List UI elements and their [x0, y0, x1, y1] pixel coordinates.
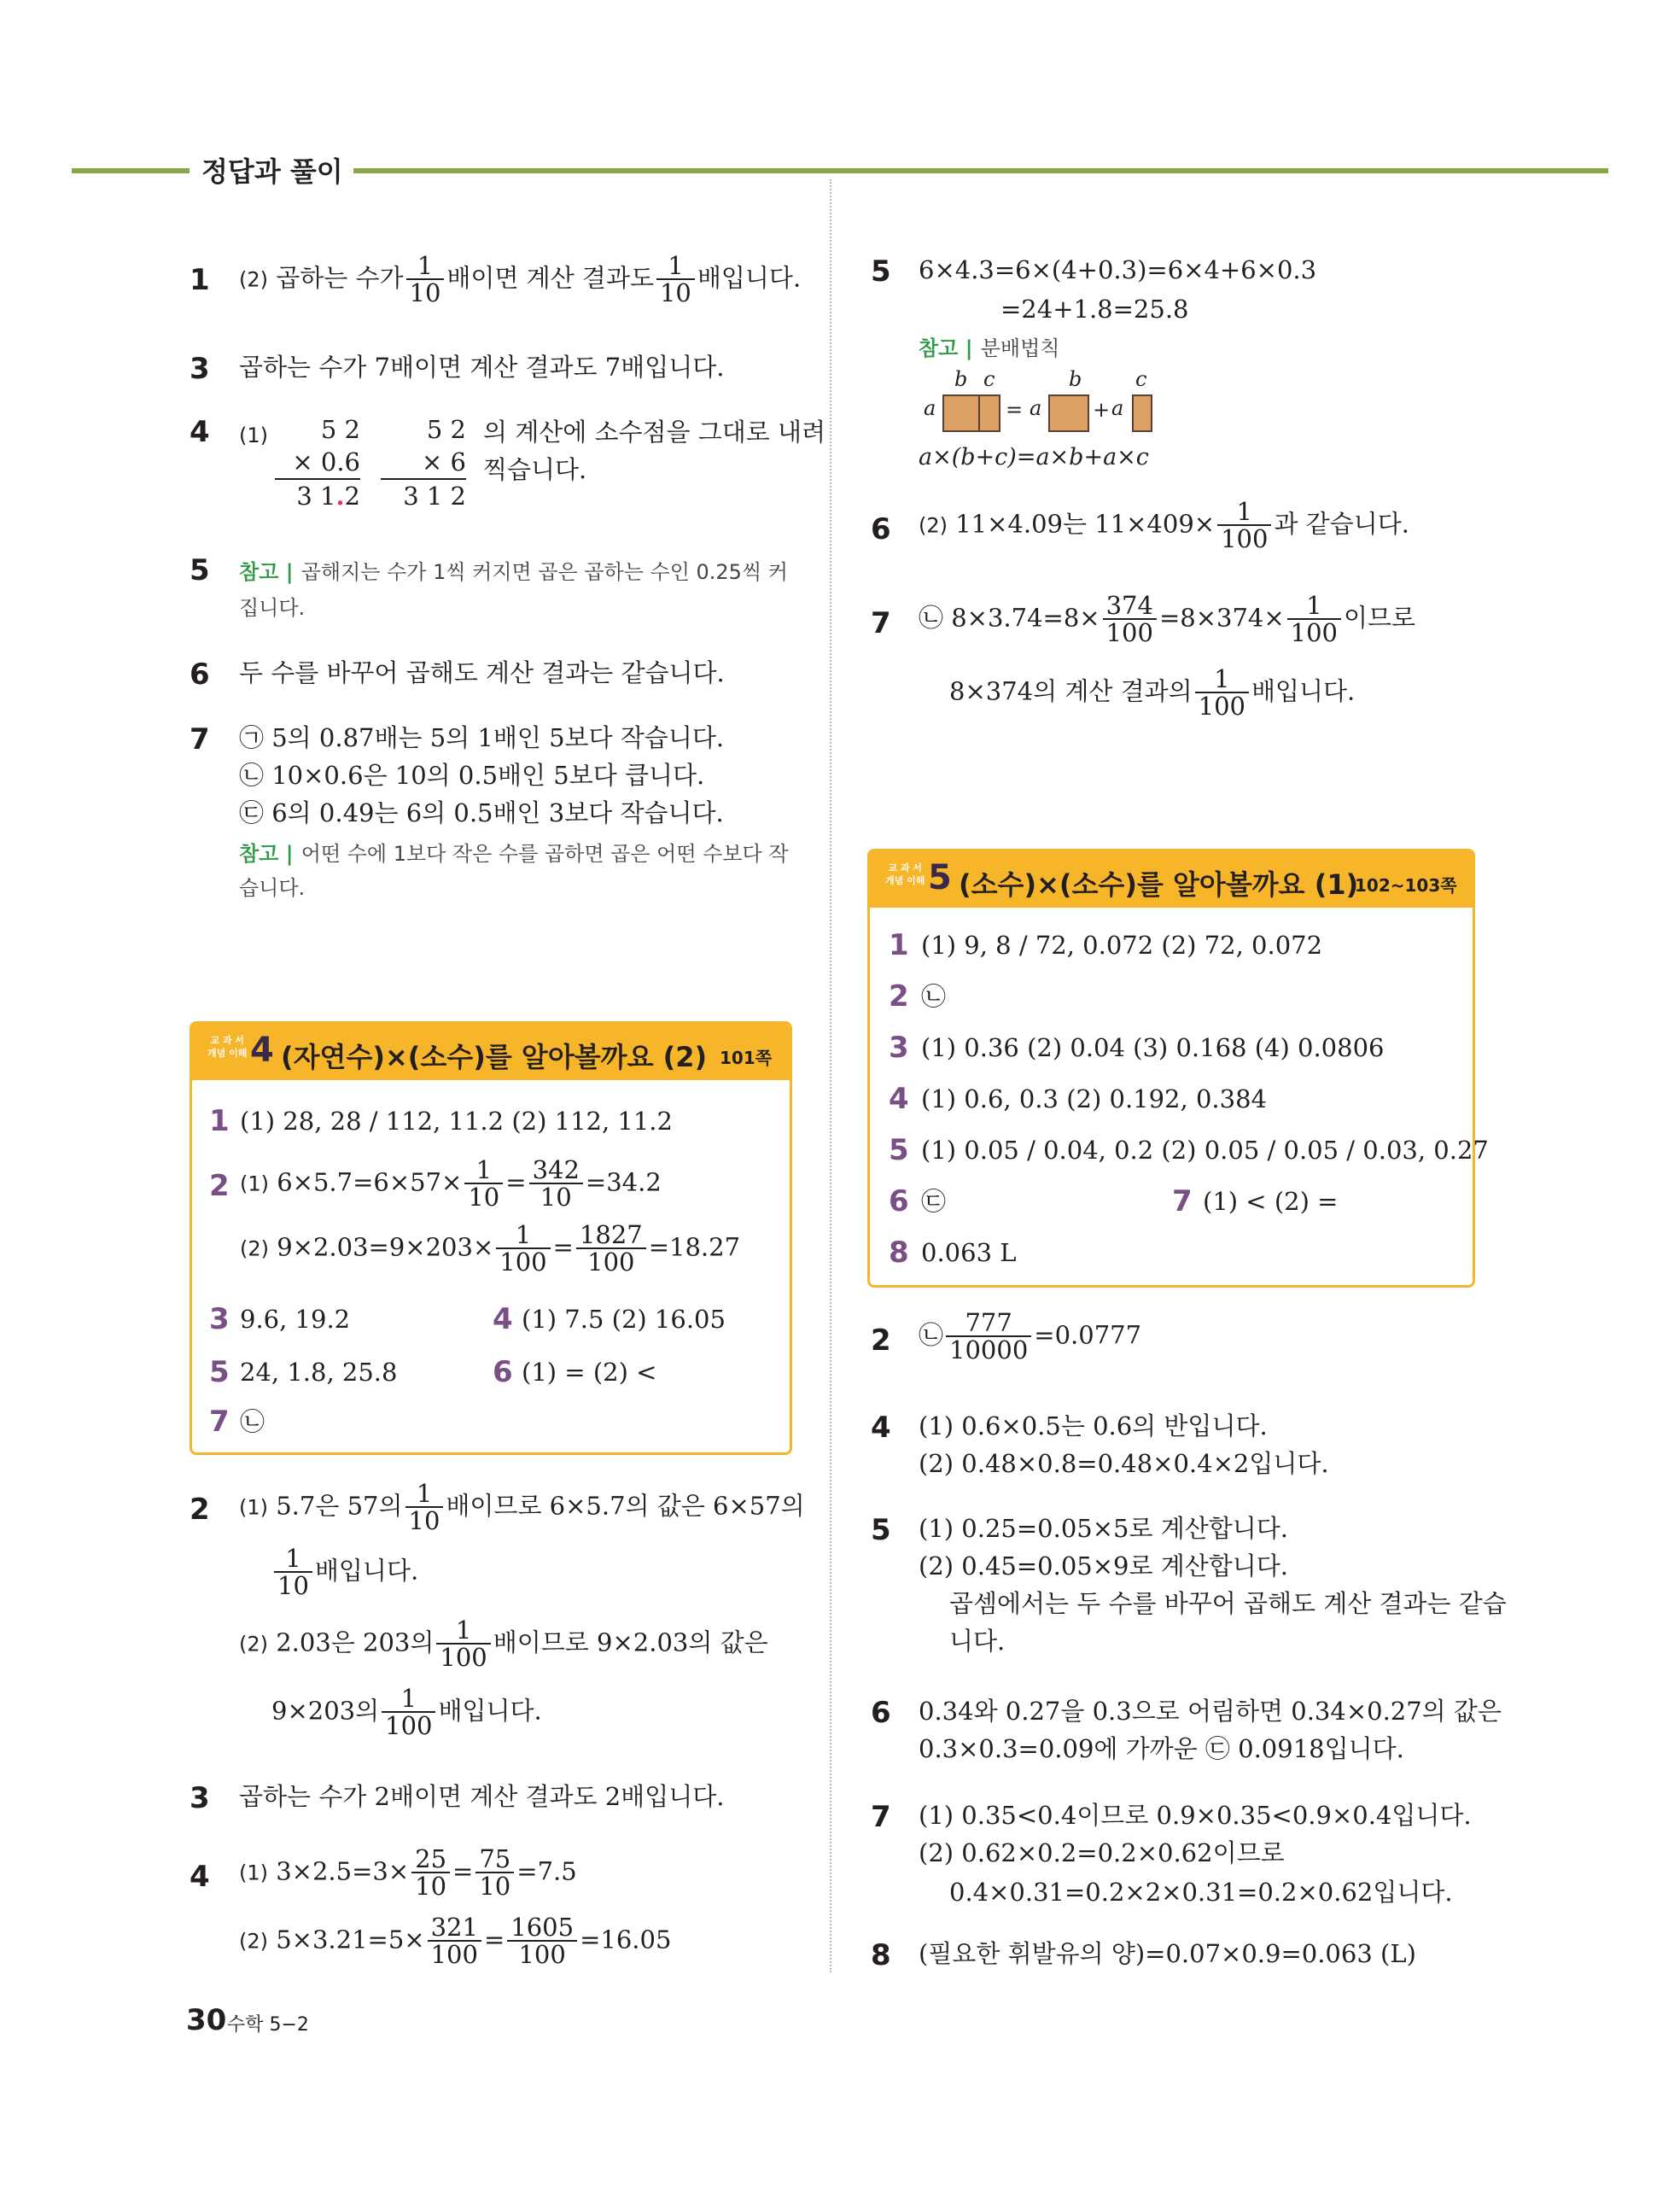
box-item-number: 5 — [889, 1133, 909, 1167]
answer-line: (2) 11×4.09는 11×409× $\frac{1}{100}$ 과 같습니다. — [919, 497, 1409, 554]
answer-line: 곱하는 수가 2배이면 계산 결과도 2배입니다. — [239, 1782, 725, 1811]
box-item-answer: ㉡ — [921, 982, 947, 1011]
vertical-multiplication-b: 5 2 × 6 3 1 2 — [381, 413, 466, 512]
answer-line: (1) 0.35<0.4이므로 0.9×0.35<0.9×0.4입니다. — [919, 1801, 1472, 1830]
answer-line: (1) 0.25=0.05×5로 계산합니다. — [919, 1514, 1289, 1543]
note-line: 참고 | 분배법칙 — [919, 336, 1060, 360]
answer-line: 니다. — [949, 1627, 1006, 1656]
fraction: $\frac{75}{10}$ — [475, 1846, 514, 1900]
box-item-answer: (1) = (2) < — [522, 1358, 657, 1387]
note-line: 집니다. — [239, 596, 306, 620]
note-line: 습니다. — [239, 876, 306, 900]
box-item-answer: (1) 6×5.7=6×57× $\frac{1}{10}$ = $\frac{342}{10}$ =34.2 — [240, 1155, 662, 1212]
header-line-left — [72, 168, 190, 173]
question-number: 3 — [190, 1781, 210, 1815]
page-reference: 102~103쪽 — [1355, 875, 1457, 896]
answer-line: ㉢ 6의 0.49는 6의 0.5배인 3보다 작습니다. — [239, 798, 724, 827]
page-number: 30 — [186, 2003, 227, 2037]
fraction: $\frac{1827}{100}$ — [576, 1222, 646, 1276]
question-number: 2 — [871, 1323, 891, 1358]
fraction: $\frac{1}{10}$ — [656, 253, 695, 307]
answer-line: 곱셈에서는 두 수를 바꾸어 곱해도 계산 결과는 같습 — [949, 1589, 1507, 1618]
answer-line: $\frac{1}{10}$ 배입니다. — [271, 1545, 418, 1599]
distributive-diagram: b c a = a b + a c — [919, 367, 1192, 435]
fraction: $\frac{374}{100}$ — [1103, 593, 1157, 646]
question-number: 7 — [190, 722, 210, 757]
box-item-answer: 0.063 L — [921, 1238, 1017, 1267]
question-number: 4 — [190, 1860, 210, 1894]
fraction: $\frac{777}{10000}$ — [946, 1310, 1031, 1364]
box-item-answer: ㉡ — [240, 1407, 265, 1436]
answer-line: 8×374의 계산 결과의 $\frac{1}{100}$ 배입니다. — [949, 664, 1356, 722]
fraction: $\frac{1}{100}$ — [496, 1222, 550, 1276]
header-line-right — [353, 168, 1608, 173]
fraction: $\frac{1}{10}$ — [274, 1545, 312, 1599]
area-rect-c — [1132, 394, 1152, 432]
box-item-number: 2 — [889, 979, 909, 1014]
box-item-number: 1 — [209, 1104, 230, 1138]
box-item-answer: 24, 1.8, 25.8 — [240, 1358, 398, 1387]
area-divider — [978, 394, 980, 432]
fraction: $\frac{1605}{100}$ — [507, 1914, 577, 1968]
answer-line: =24+1.8=25.8 — [1000, 295, 1189, 324]
answer-line: (1) 5.7은 57의 $\frac{1}{10}$ 배이므로 6×5.7의 값은 6×57의 — [239, 1479, 805, 1536]
formula-line: a×(b+c)=a×b+a×c — [919, 444, 1149, 470]
question-number: 8 — [871, 1938, 891, 1972]
box-item-number: 3 — [209, 1302, 230, 1336]
fraction: $\frac{1}{100}$ — [1287, 593, 1341, 646]
fraction: $\frac{321}{100}$ — [428, 1914, 481, 1968]
box-item-answer: (1) 7.5 (2) 16.05 — [522, 1305, 726, 1334]
note-line: 참고 | 곱해지는 수가 1씩 커지면 곱은 곱하는 수인 0.25씩 커 — [239, 560, 788, 584]
box-item-number: 7 — [1172, 1184, 1193, 1218]
answer-line: 0.4×0.31=0.2×2×0.31=0.2×0.62입니다. — [949, 1878, 1453, 1907]
answer-line: ㉡ 10×0.6은 10의 0.5배인 5보다 큽니다. — [239, 761, 705, 790]
question-number: 6 — [190, 657, 210, 692]
answer-line: (2) 0.62×0.2=0.2×0.62이므로 — [919, 1838, 1285, 1867]
question-number: 3 — [190, 352, 210, 386]
question-number: 6 — [871, 1696, 891, 1730]
box-item-number: 6 — [889, 1184, 909, 1218]
answer-line: 0.3×0.3=0.09에 가까운 ㉢ 0.0918입니다. — [919, 1734, 1404, 1763]
box-item-number: 7 — [209, 1405, 230, 1439]
answer-line: 9×203의 $\frac{1}{100}$ 배입니다. — [271, 1684, 542, 1741]
box-item-number: 4 — [889, 1082, 909, 1116]
box-item-answer: (1) < (2) = — [1203, 1187, 1339, 1216]
question-number: 7 — [871, 1800, 891, 1834]
concept-box-5 — [867, 849, 1489, 1288]
box-item-answer: (1) 0.05 / 0.04, 0.2 (2) 0.05 / 0.05 / 0.03, 0.27 — [921, 1136, 1489, 1165]
box-item-number: 8 — [889, 1236, 909, 1270]
question-number: 2 — [190, 1493, 210, 1527]
fraction: $\frac{342}{10}$ — [529, 1157, 583, 1211]
box-item-answer: (1) 9, 8 / 72, 0.072 (2) 72, 0.072 — [921, 931, 1323, 960]
textbook-tag: 교 과 서 개념 이해 — [207, 1035, 248, 1059]
section-title: (자연수)×(소수)를 알아볼까요 (2) — [281, 1041, 708, 1073]
note-line: 참고 | 어떤 수에 1보다 작은 수를 곱하면 곱은 어떤 수보다 작 — [239, 842, 789, 866]
box-item-answer: (2) 9×2.03=9×203× $\frac{1}{100}$ = $\frac{1827}{100}$ =18.27 — [240, 1220, 741, 1277]
fraction: $\frac{1}{100}$ — [382, 1686, 435, 1739]
vertical-multiplication-a: 5 2 × 0.6 3 1.2 — [275, 413, 360, 512]
fraction: $\frac{1}{100}$ — [1195, 666, 1249, 720]
answer-line: (1) 3×2.5=3× $\frac{25}{10}$ = $\frac{75}{10}$ =7.5 — [239, 1844, 577, 1902]
fraction: $\frac{1}{100}$ — [1217, 499, 1271, 552]
page-reference: 101쪽 — [720, 1048, 773, 1068]
answer-line: 의 계산에 소수점을 그대로 내려 — [483, 418, 826, 447]
decimal-point: . — [335, 482, 345, 511]
question-number: 4 — [190, 415, 210, 449]
answer-line: 찍습니다. — [483, 455, 587, 484]
concept-box-4 — [190, 1021, 792, 1455]
box-item-number: 1 — [889, 928, 909, 962]
area-rect-b — [1048, 394, 1089, 432]
fraction: $\frac{1}{10}$ — [406, 253, 445, 307]
question-number: 5 — [871, 254, 891, 289]
section-number: 5 — [928, 858, 952, 897]
answer-line: 0.34와 0.27을 0.3으로 어림하면 0.34×0.27의 값은 — [919, 1697, 1502, 1726]
box-item-number: 4 — [493, 1302, 513, 1336]
box-item-answer: ㉢ — [921, 1187, 947, 1216]
box-item-answer: 9.6, 19.2 — [240, 1305, 351, 1334]
box-item-answer: (1) 0.6, 0.3 (2) 0.192, 0.384 — [921, 1084, 1267, 1113]
question-number: 5 — [190, 553, 210, 587]
answer-line: 곱하는 수가 7배이면 계산 결과도 7배입니다. — [239, 353, 725, 382]
book-title: 수학 5−2 — [227, 2014, 309, 2036]
answer-line: ㉠ 5의 0.87배는 5의 1배인 5보다 작습니다. — [239, 723, 725, 752]
box-item-answer: (1) 28, 28 / 112, 11.2 (2) 112, 11.2 — [240, 1107, 673, 1136]
sub-label: (1) — [239, 424, 268, 447]
answer-line: (2) 5×3.21=5× $\frac{321}{100}$ = $\frac{1605}{100}$ =16.05 — [239, 1913, 672, 1970]
question-number: 4 — [871, 1411, 891, 1445]
section-number: 4 — [250, 1031, 274, 1070]
answer-line: (2) 0.48×0.8=0.48×0.4×2입니다. — [919, 1449, 1329, 1478]
textbook-tag: 교 과 서 개념 이해 — [885, 862, 925, 886]
fraction: $\frac{25}{10}$ — [411, 1846, 450, 1900]
answer-line: (2) 곱하는 수가 $\frac{1}{10}$ 배이면 계산 결과도 $\frac{1}{10}$ 배입니다. — [239, 251, 802, 308]
page-header-title: 정답과 풀이 — [201, 155, 343, 188]
area-rect-bc — [942, 394, 1000, 432]
box-item-number: 3 — [889, 1031, 909, 1065]
answer-line: (2) 2.03은 203의 $\frac{1}{100}$ 배이므로 9×2.03의 값은 — [239, 1615, 768, 1673]
answer-line: 6×4.3=6×(4+0.3)=6×4+6×0.3 — [919, 255, 1317, 284]
answer-line: (2) 0.45=0.05×9로 계산합니다. — [919, 1551, 1289, 1580]
answer-line: (1) 0.6×0.5는 0.6의 반입니다. — [919, 1411, 1268, 1440]
question-number: 5 — [871, 1513, 891, 1547]
concept-box-header — [870, 851, 1473, 908]
answer-line: (필요한 휘발유의 양)=0.07×0.9=0.063 (L) — [919, 1939, 1416, 1968]
answer-line: ㉡ $\frac{777}{10000}$ =0.0777 — [919, 1308, 1142, 1365]
fraction: $\frac{1}{100}$ — [436, 1617, 490, 1671]
box-item-answer: (1) 0.36 (2) 0.04 (3) 0.168 (4) 0.0806 — [921, 1033, 1385, 1062]
box-item-number: 2 — [209, 1169, 230, 1203]
section-title: (소수)×(소수)를 알아볼까요 (1) — [959, 868, 1359, 901]
question-number: 6 — [871, 512, 891, 546]
question-number: 7 — [871, 606, 891, 640]
question-number: 1 — [190, 263, 210, 297]
box-item-number: 5 — [209, 1355, 230, 1389]
fraction: $\frac{1}{10}$ — [405, 1481, 444, 1534]
concept-box-header — [192, 1024, 790, 1080]
column-divider — [830, 179, 831, 1972]
box-item-number: 6 — [493, 1355, 513, 1389]
fraction: $\frac{1}{10}$ — [464, 1157, 503, 1211]
answer-line: 두 수를 바꾸어 곱해도 계산 결과는 같습니다. — [239, 658, 725, 687]
answer-line: ㉡ 8×3.74=8× $\frac{374}{100}$ =8×374× $\frac{1}{100}$ 이므로 — [919, 591, 1416, 648]
